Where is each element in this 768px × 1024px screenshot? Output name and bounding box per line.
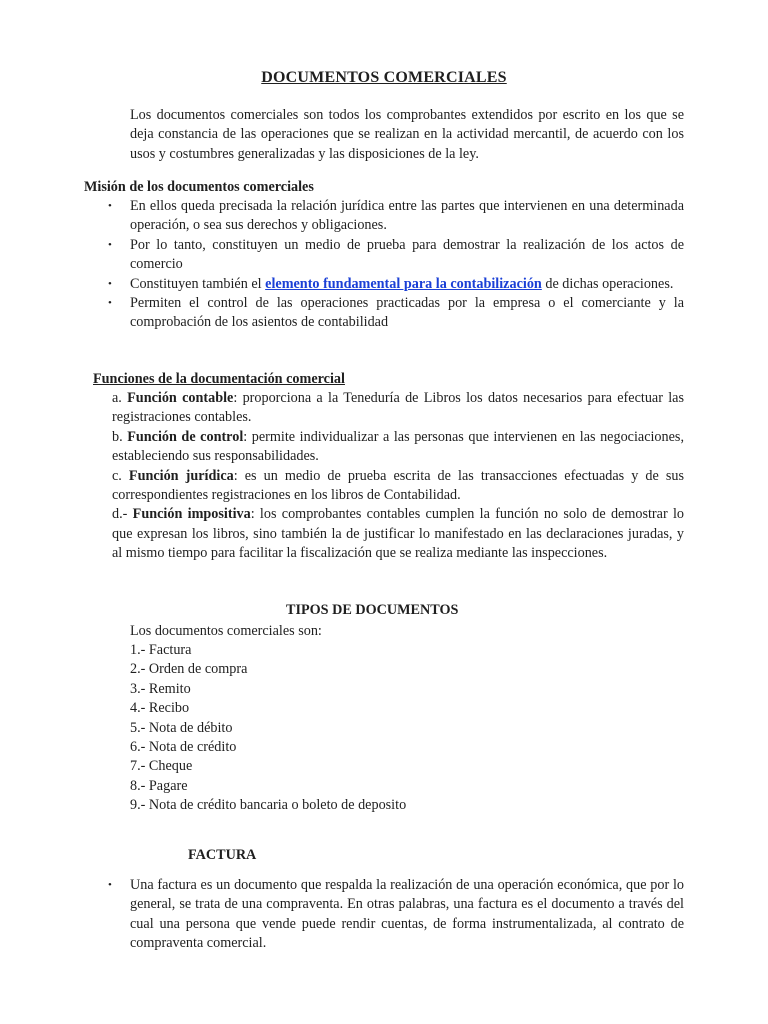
tipos-heading: TIPOS DE DOCUMENTOS: [286, 602, 459, 618]
funciones-heading: Funciones de la documentación comercial: [93, 371, 345, 387]
tipo-item: 3.- Remito: [130, 680, 191, 697]
list-item: [108, 275, 684, 294]
tipo-item: 9.- Nota de crédito bancaria o boleto de deposito: [130, 797, 407, 814]
bullet-icon: •: [108, 200, 112, 212]
tipo-item: 8.- Pagare: [130, 777, 188, 794]
funcion-prefix: a.: [112, 390, 128, 406]
bullet-icon: •: [108, 879, 112, 891]
mision-item-text: En ellos queda precisada la relación jurídica entre las partes que intervienen en una determinada operación, o sea sus derechos y obligaciones.: [130, 198, 684, 234]
mision-item-text: Por lo tanto, constituyen un medio de prueba para demostrar la realización de los actos de comercio: [130, 236, 684, 273]
funcion-item: [112, 467, 684, 506]
intro-paragraph: Los documentos comerciales son todos los comprobantes extendidos por escrito en los que se deja constancia de las operaciones que se realizan en la actividad mercantil, de acuerdo con los usos y costumbres generalizadas y las disposiciones de la ley.: [130, 107, 684, 162]
tipos-lead: Los documentos comerciales son:: [130, 623, 322, 639]
funcion-term: Función jurídica: [128, 467, 234, 484]
factura-text: Una factura es un documento que respalda la realización de una operación económica, que por lo general, se trata de una compraventa. En otras palabras, una factura es el documento a través del cual una persona que vende puede rendir cuentas, de forma instrumentalizada, al contrato de compraventa comercial.: [130, 877, 684, 952]
page-title: DOCUMENTOS COMERCIALES: [261, 69, 507, 86]
mision-item-text-after: de dichas operaciones.: [541, 275, 674, 292]
funcion-item: [112, 505, 684, 563]
funciones-list: [112, 389, 684, 564]
funcion-prefix: c.: [112, 467, 129, 484]
tipo-item: 4.- Recibo: [130, 700, 190, 717]
tipos-list: [130, 641, 406, 816]
contabilizacion-link[interactable]: elemento fundamental para la contabilización: [265, 275, 542, 292]
list-item: [108, 236, 684, 275]
funcion-term: Función contable: [127, 390, 234, 406]
list-item: [108, 876, 684, 954]
tipo-item: 2.- Orden de compra: [130, 661, 248, 678]
tipo-item: 5.- Nota de débito: [130, 719, 233, 736]
tipo-item: 7.- Cheque: [130, 758, 193, 775]
bullet-icon: •: [108, 238, 112, 251]
list-item: [108, 197, 684, 236]
list-item: [108, 294, 684, 333]
funcion-text: : es un medio de prueba escrita de las transacciones efectuadas y de sus correspondientes registraciones en los libros de Contabilidad.: [112, 467, 684, 504]
factura-list: [108, 876, 684, 954]
bullet-icon: •: [108, 277, 112, 290]
mision-heading: Misión de los documentos comerciales: [84, 179, 314, 195]
funcion-text: : proporciona a la Teneduría de Libros los datos necesarios para efectuar las registraciones contables.: [112, 390, 684, 426]
funcion-prefix: b.: [112, 428, 128, 445]
funcion-text: : permite individualizar a las personas que intervienen en las negociaciones, estableciendo sus responsabilidades.: [112, 428, 684, 465]
funcion-text: : los comprobantes contables cumplen la función no solo de demostrar lo que expresan los libros, sino también la de justificar lo manifestado en las declaraciones juradas, y al mismo tiempo para facilitar la fiscalización que se realiza mediante las inspecciones.: [112, 506, 684, 562]
funcion-item: [112, 428, 684, 467]
funcion-item: [112, 389, 684, 428]
funcion-term: Función de control: [127, 428, 244, 445]
mision-list: [108, 197, 684, 333]
mision-item-text: Permiten el control de las operaciones practicadas por la empresa o el comerciante y la comprobación de los asientos de contabilidad: [130, 295, 684, 331]
bullet-icon: •: [108, 297, 112, 310]
mision-item-text-before: Constituyen también el: [130, 275, 266, 292]
tipo-item: 1.- Factura: [130, 642, 192, 658]
funcion-prefix: d.-: [112, 506, 133, 523]
funcion-term: Función impositiva: [132, 506, 251, 523]
tipo-item: 6.- Nota de crédito: [130, 738, 237, 755]
factura-heading: FACTURA: [188, 847, 257, 863]
